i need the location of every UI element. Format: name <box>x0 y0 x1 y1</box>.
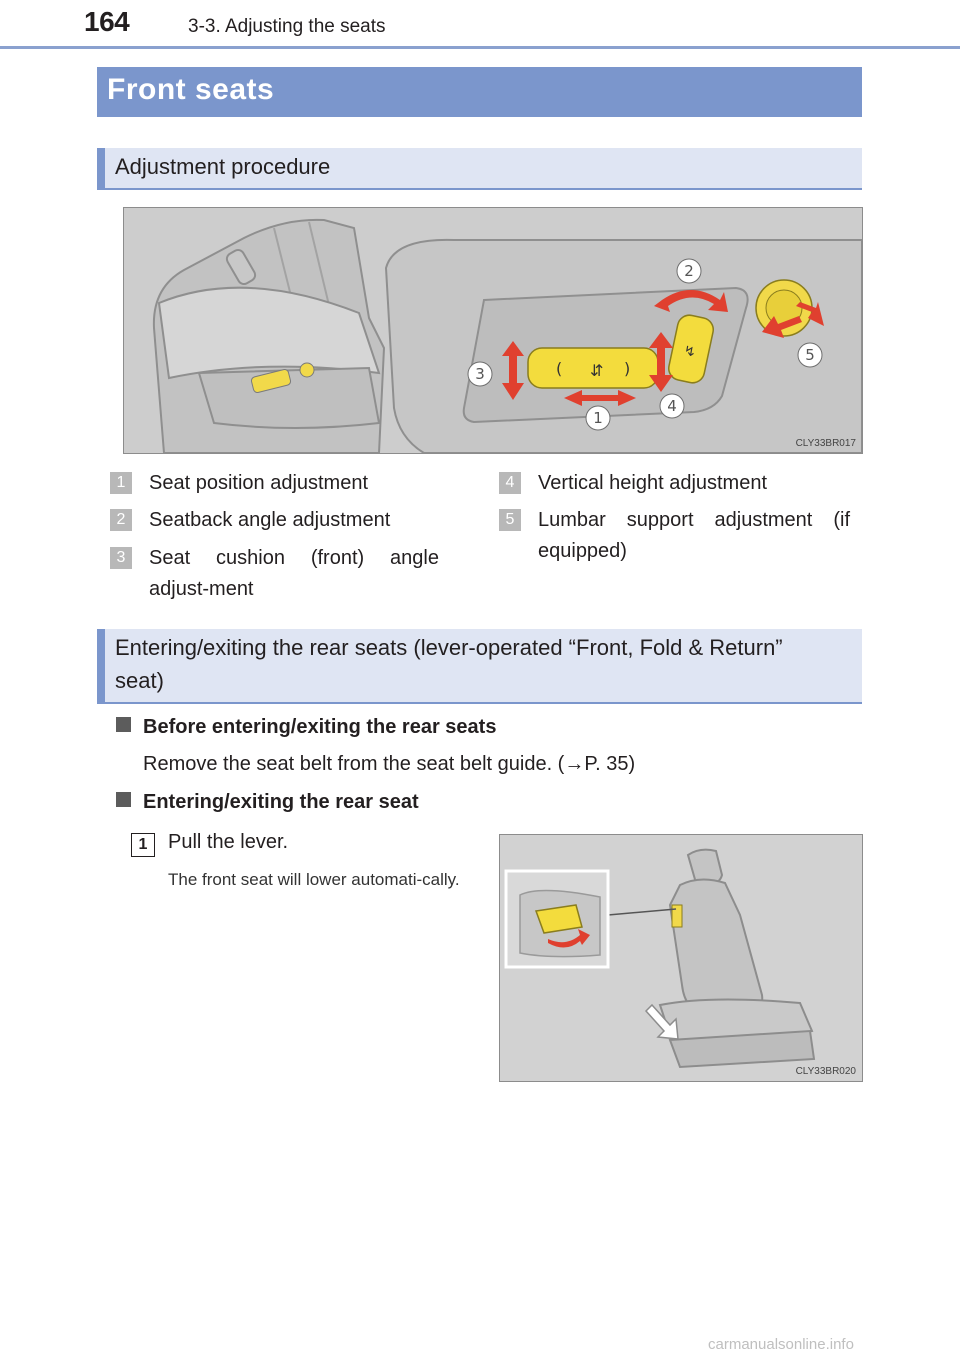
step-number: 1 <box>131 833 155 857</box>
topic-title: Entering/exiting the rear seat <box>143 791 419 813</box>
topic-body-text: Remove the seat belt from the seat belt guide. (→P. 35) <box>143 753 636 775</box>
legend-text: Lumbar support adjustment (if equipped) <box>538 509 850 562</box>
step-note: The front seat will lower automati-cally. <box>168 870 460 889</box>
callout-4: 4 <box>667 397 677 415</box>
callout-5: 5 <box>805 346 815 364</box>
figure-code: CLY33BR017 <box>795 438 856 449</box>
section-path: 3-3. Adjusting the seats <box>188 16 386 37</box>
square-bullet-icon <box>116 792 131 807</box>
figure-code: CLY33BR020 <box>795 1066 856 1077</box>
subsection-title-line-2: seat) <box>115 668 164 693</box>
legend-text: Vertical height adjustment <box>538 472 768 494</box>
legend-text: Seat cushion (front) angle adjust-ment <box>149 547 439 600</box>
svg-text:(: ( <box>556 359 563 378</box>
square-bullet-icon <box>116 717 131 732</box>
section-title: Front seats <box>107 73 275 106</box>
topic-entering-exiting <box>116 791 419 814</box>
legend-number: 4 <box>499 472 521 494</box>
legend-number: 5 <box>499 509 521 531</box>
callout-2: 2 <box>684 262 694 280</box>
svg-text:↯: ↯ <box>684 344 696 360</box>
callout-markers <box>124 208 862 453</box>
seat-lever-figure <box>499 834 863 1082</box>
seat-controls-figure <box>123 207 863 454</box>
subsection-title-line-1: Entering/exiting the rear seats (lever-operated “Front, Fold & Return” <box>115 635 783 660</box>
page-number: 164 <box>84 6 130 37</box>
legend-number: 1 <box>110 472 132 494</box>
header-rule <box>0 46 960 49</box>
page-header <box>0 0 960 50</box>
topic-title: Before entering/exiting the rear seats <box>143 716 497 738</box>
legend-text: Seatback angle adjustment <box>149 509 391 531</box>
legend-text: Seat position adjustment <box>149 472 369 494</box>
subsection-rear-seats <box>97 629 862 704</box>
subsection-adjustment-procedure <box>97 148 862 190</box>
section-title-banner <box>97 67 862 117</box>
topic-before-entering <box>116 716 496 739</box>
svg-text:⇵: ⇵ <box>590 361 604 380</box>
watermark: carmanualsonline.info <box>708 1336 854 1353</box>
subsection-accent-bar <box>97 629 105 702</box>
seat-lever-illustration <box>500 835 862 1081</box>
svg-text:): ) <box>624 359 631 378</box>
subsection-title: Adjustment procedure <box>115 154 331 179</box>
legend-number: 3 <box>110 547 132 569</box>
step-text: Pull the lever. <box>168 831 289 853</box>
legend-number: 2 <box>110 509 132 531</box>
callout-1: 1 <box>593 409 603 427</box>
subsection-accent-bar <box>97 148 105 188</box>
callout-3: 3 <box>475 365 485 383</box>
